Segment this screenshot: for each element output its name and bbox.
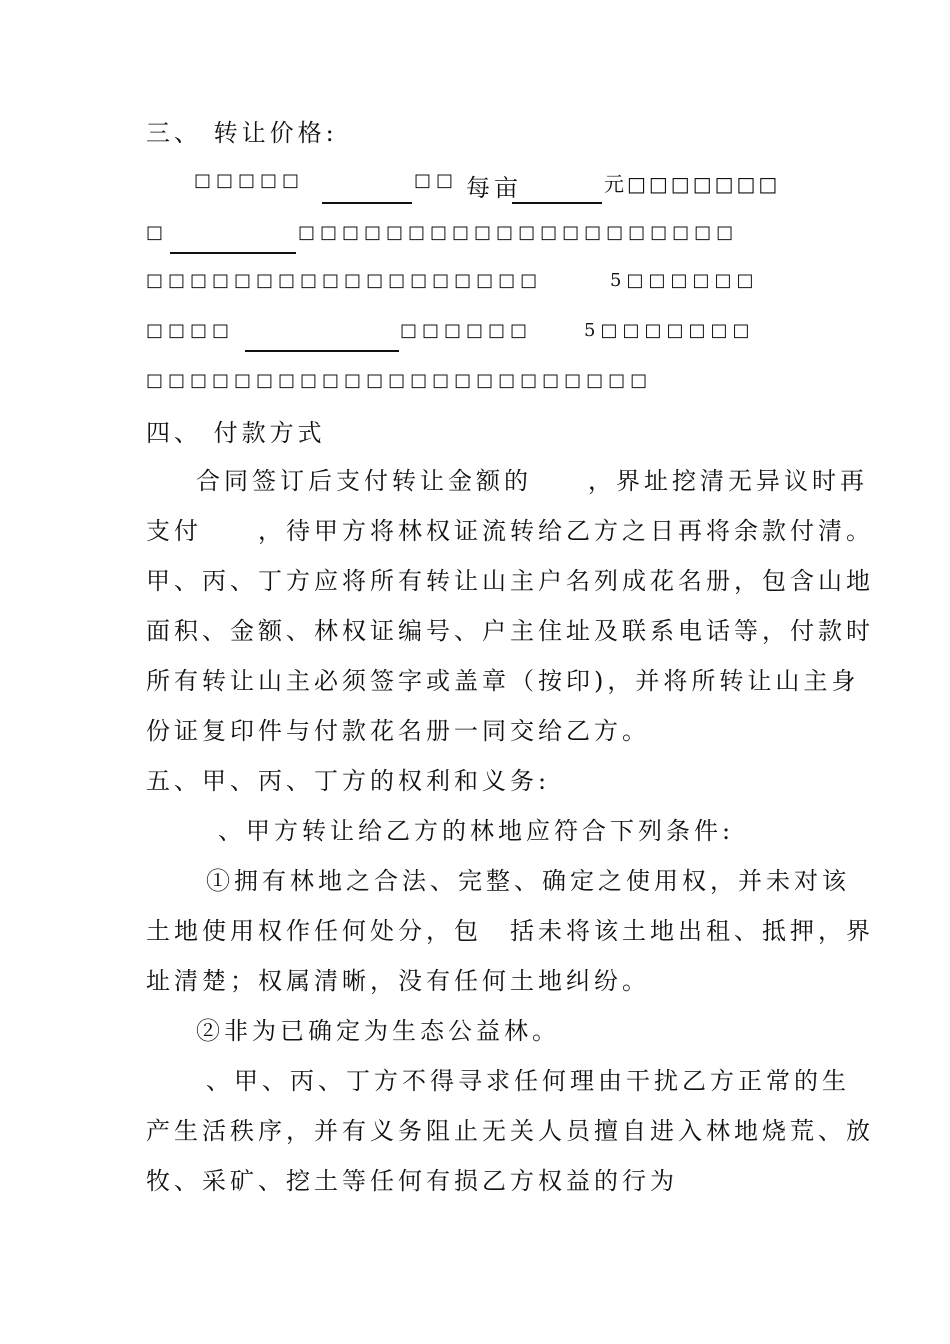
price-blank-3 — [245, 328, 399, 352]
price-row-4-start: □□□□ — [146, 320, 235, 341]
rights-item-1-line-2: 土地使用权作任何处分，包 括未将该土地出租、抵押，界 — [146, 917, 874, 945]
price-blank-2 — [170, 230, 296, 254]
section-3-heading: 三、 转让价格: — [146, 119, 338, 147]
rights-item-1-line-1: ①拥有林地之合法、完整、确定之使用权，并未对该 — [206, 867, 850, 895]
payment-line-1: 合同签订后支付转让金额的 ，界址挖清无异议时再 — [196, 467, 868, 495]
rights-item-2-line-2: 产生活秩序，并有义务阻止无关人员擅自进入林地烧荒、放 — [146, 1117, 874, 1145]
section-5-heading: 五、甲、丙、丁方的权利和义务: — [146, 767, 551, 795]
price-per-mu-blank — [512, 180, 602, 204]
price-row-4-end: 5□□□□□□□ — [584, 320, 755, 341]
rights-item-1-b: ②非为已确定为生态公益林。 — [196, 1017, 560, 1045]
section-4-heading: 四、 付款方式 — [146, 419, 326, 447]
price-row-1-start: □□□□□ — [194, 170, 305, 191]
price-row-4-mid: □□□□□□ — [400, 320, 533, 341]
price-row-1-end: 元□□□□□□□ — [604, 172, 781, 196]
payment-line-3: 甲、丙、丁方应将所有转让山主户名列成花名册，包含山地 — [146, 567, 874, 595]
price-row-3-start: □□□□□□□□□□□□□□□□□□ — [146, 270, 543, 291]
payment-line-5: 所有转让山主必须签字或盖章（按印)，并将所转让山主身 — [146, 667, 860, 695]
rights-item-2-line-3: 牧、采矿、挖土等任何有损乙方权益的行为 — [146, 1167, 678, 1195]
price-row-2-end: □□□□□□□□□□□□□□□□□□□□ — [298, 222, 739, 243]
rights-item-2-line-1: 、甲、丙、丁方不得寻求任何理由干扰乙方正常的生 — [206, 1067, 850, 1095]
payment-line-6: 份证复印件与付款花名册一同交给乙方。 — [146, 717, 650, 745]
payment-line-4: 面积、金额、林权证编号、户主住址及联系电话等，付款时 — [146, 617, 874, 645]
rights-item-1-line-3: 址清楚；权属清晰，没有任何土地纠纷。 — [146, 967, 650, 995]
price-row-2-start: □ — [146, 222, 164, 243]
price-blank-1 — [322, 180, 412, 204]
payment-line-2: 支付 ，待甲方将林权证流转给乙方之日再将余款付清。 — [146, 517, 874, 545]
price-row-1-mid: □□ — [414, 170, 459, 191]
price-row-5: □□□□□□□□□□□□□□□□□□□□□□□ — [146, 370, 653, 391]
rights-item-1: 、甲方转让给乙方的林地应符合下列条件: — [218, 817, 735, 845]
price-row-3-end: 5□□□□□□ — [610, 270, 759, 291]
per-mu-label: 每亩 — [466, 174, 522, 202]
